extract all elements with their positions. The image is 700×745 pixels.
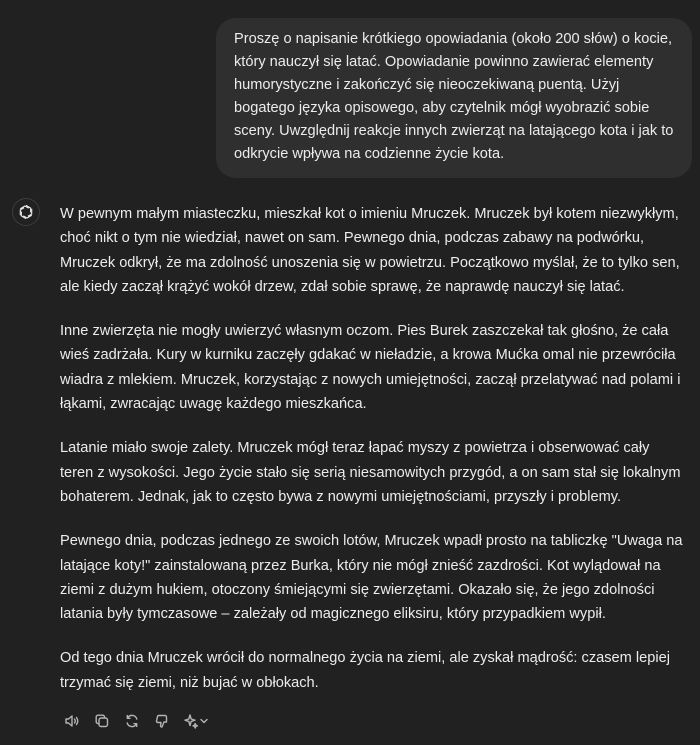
thumbs-down-icon[interactable] xyxy=(150,711,174,731)
user-message-bubble: Proszę o napisanie krótkiego opowiadania (około 200 słów) o kocie, który nauczył się latać. Opowiadanie powinno zawierać elementy humorystyczne i zakończyć się nieoczekiwaną puentą. Użyj bogatego języka opisowego, aby czytelnik mógł wyobrazić sobie sceny. Uwzględnij reakcje innych zwierząt na latającego kota i jak to odkrycie wpływa na codzienne życie kota. xyxy=(216,18,692,178)
regenerate-icon[interactable] xyxy=(120,711,144,731)
openai-logo-icon xyxy=(12,198,40,226)
answer-paragraph-1: W pewnym małym miasteczku, mieszkał kot o imieniu Mruczek. Mruczek był kotem niezwykłym, choć nikt o tym nie wiedział, nawet on sam. Pewnego dnia, podczas zabawy na podwórku, Mruczek odkrył, że ma zdolność unoszenia się w powietrzu. Początkowo myślał, że to tylko sen, ale kiedy zaczął krążyć wokół drzew, zdał sobie sprawę, że naprawdę nauczył się latać. xyxy=(60,206,680,295)
copy-icon[interactable] xyxy=(90,711,114,731)
message-actions-bar xyxy=(60,711,214,731)
sparkle-model-icon[interactable] xyxy=(180,711,214,731)
answer-paragraph-5: Od tego dnia Mruczek wrócił do normalnego życia na ziemi, ale zyskał mądrość: czasem lepiej trzymać się ziemi, niż bujać w obłokach. xyxy=(60,650,670,691)
answer-paragraph-3: Latanie miało swoje zalety. Mruczek mógł teraz łapać myszy z powietrza i obserwować cały teren z wysokości. Jego życie stało się serią niesamowitych przygód, a on sam stał się lokalnym bohaterem. Jednak, jak to często bywa z nowymi umiejętnościami, przyszły i problemy. xyxy=(60,440,681,505)
read-aloud-icon[interactable] xyxy=(60,711,84,731)
answer-paragraph-2: Inne zwierzęta nie mogły uwierzyć własnym oczom. Pies Burek zaszczekał tak głośno, że cała wieś zadrżała. Kury w kurniku zaczęły gdakać w nieładzie, a krowa Mućka omal nie przewróciła wiadra z mlekiem. Mruczek, korzystając z nowych umiejętności, zaczął przelatywać nad polami i łąkami, zwracając uwagę każdego mieszkańca. xyxy=(60,323,681,413)
user-message-row xyxy=(216,18,692,178)
assistant-message-text xyxy=(60,202,686,715)
answer-paragraph-4: Pewnego dnia, podczas jednego ze swoich lotów, Mruczek wpadł prosto na tabliczkę "Uwaga na latające koty!" zainstalowaną przez Burka, który nie mógł znieść zazdrości. Kot wylądował na ziemi z dużym hukiem, otoczony śmiejącymi się zwierzętami. Okazało się, że jego zdolności latania były tymczasowe – zależały od magicznego eliksiru, który przypadkiem wypił. xyxy=(60,533,683,623)
